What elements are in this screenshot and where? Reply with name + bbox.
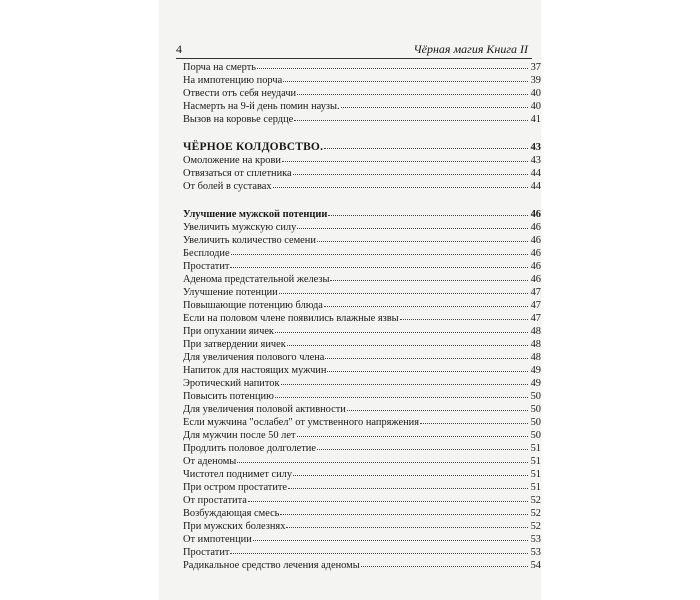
dot-leader — [287, 344, 528, 346]
toc-entry-page: 50 — [530, 417, 541, 428]
toc-entry — [183, 481, 541, 494]
toc-entry — [183, 167, 541, 180]
toc-entry-title: Если мужчина "ослабел" от умственного напряжения — [183, 417, 419, 428]
dot-leader — [341, 106, 528, 108]
toc-entry-page: 48 — [530, 339, 541, 350]
toc-entry-page: 40 — [530, 101, 541, 112]
toc-entry-title: Увеличить количество семени — [183, 235, 316, 246]
dot-leader — [279, 292, 528, 294]
toc-entry — [183, 273, 541, 286]
toc-entry-title: При остром простатите — [183, 482, 288, 493]
toc-entry — [183, 312, 541, 325]
toc-entry — [183, 74, 541, 87]
toc-section-heading — [183, 208, 541, 221]
toc-entry-title: Аденома предстательной железы — [183, 274, 330, 285]
toc-entry-title: Для увеличения полового члена — [183, 352, 325, 363]
toc-entry — [183, 559, 541, 572]
toc-entry — [183, 154, 541, 167]
dot-leader — [230, 552, 528, 554]
toc-entry — [183, 299, 541, 312]
toc-entry — [183, 180, 541, 193]
toc-entry-title: Бесплодие — [183, 248, 230, 259]
dot-leader — [317, 448, 528, 450]
table-of-contents — [183, 61, 541, 572]
toc-entry — [183, 113, 541, 126]
toc-entry-page: 46 — [530, 222, 541, 233]
toc-entry — [183, 403, 541, 416]
running-head: Чёрная магия Книга II — [413, 42, 528, 56]
toc-entry-page: 52 — [530, 495, 541, 506]
dot-leader — [420, 422, 528, 424]
toc-entry-title: Отвязаться от сплетника — [183, 168, 292, 179]
dot-leader — [324, 147, 528, 149]
toc-entry-page: 51 — [530, 469, 541, 480]
toc-entry — [183, 234, 541, 247]
toc-entry-page: 41 — [530, 114, 541, 125]
dot-leader — [282, 160, 528, 162]
toc-entry-title: Простатит — [183, 261, 230, 272]
dot-leader — [237, 461, 528, 463]
dot-leader — [325, 357, 528, 359]
dot-leader — [330, 279, 528, 281]
toc-entry — [183, 87, 541, 100]
toc-entry-title: Чистотел поднимет силу — [183, 469, 293, 480]
dot-leader — [273, 186, 528, 188]
page-number: 4 — [176, 42, 182, 56]
toc-entry-page: 49 — [530, 365, 541, 376]
dot-leader — [257, 67, 528, 69]
toc-entry-title: Вызов на коровье сердце — [183, 114, 294, 125]
dot-leader — [275, 396, 528, 398]
toc-entry-title: Напиток для настоящих мужчин — [183, 365, 327, 376]
toc-entry-page: 52 — [530, 508, 541, 519]
toc-entry-title: При опухании яичек — [183, 326, 274, 337]
toc-entry-page: 47 — [530, 313, 541, 324]
toc-entry-title: Если на половом члене появились влажные язвы — [183, 313, 399, 324]
toc-entry — [183, 494, 541, 507]
dot-leader — [253, 539, 528, 541]
toc-entry-page: 51 — [530, 482, 541, 493]
toc-entry-page: 48 — [530, 326, 541, 337]
toc-entry-page: 40 — [530, 88, 541, 99]
dot-leader — [328, 214, 528, 216]
dot-leader — [361, 565, 528, 567]
toc-entry-page: 37 — [530, 62, 541, 73]
header-rule — [176, 58, 532, 59]
toc-entry-page: 54 — [530, 560, 541, 571]
toc-entry — [183, 260, 541, 273]
toc-entry-title: От простатита — [183, 495, 247, 506]
toc-entry-title: На импотенцию порча — [183, 75, 283, 86]
toc-entry-page: 44 — [530, 181, 541, 192]
toc-entry-page: 46 — [530, 235, 541, 246]
toc-entry-page: 50 — [530, 404, 541, 415]
toc-entry — [183, 351, 541, 364]
toc-entry-title: Отвести отъ себя неудачи — [183, 88, 297, 99]
toc-entry — [183, 247, 541, 260]
toc-entry-title: Улучшение потенции — [183, 287, 278, 298]
toc-entry — [183, 520, 541, 533]
toc-entry-title: Радикальное средство лечения аденомы — [183, 560, 360, 571]
dot-leader — [230, 266, 528, 268]
toc-entry — [183, 377, 541, 390]
toc-entry-page: 53 — [530, 534, 541, 545]
dot-leader — [281, 383, 529, 385]
toc-entry-title: При мужских болезнях — [183, 521, 286, 532]
toc-entry-page: 51 — [530, 456, 541, 467]
toc-entry — [183, 338, 541, 351]
toc-entry-title: От аденомы — [183, 456, 237, 467]
toc-entry-page: 46 — [530, 261, 541, 272]
toc-entry — [183, 286, 541, 299]
toc-entry-page: 50 — [530, 391, 541, 402]
toc-entry — [183, 325, 541, 338]
toc-entry-page: 43 — [530, 155, 541, 166]
dot-leader — [283, 80, 528, 82]
toc-entry-title: Порча на смерть — [183, 62, 256, 73]
toc-entry — [183, 546, 541, 559]
dot-leader — [347, 409, 528, 411]
toc-entry-title: Простатит — [183, 547, 230, 558]
toc-entry-title: Для увеличения половой активности — [183, 404, 346, 415]
toc-entry — [183, 390, 541, 403]
toc-entry-page: 47 — [530, 300, 541, 311]
toc-entry-page: 44 — [530, 168, 541, 179]
dot-leader — [324, 305, 528, 307]
toc-heading-page: 43 — [530, 142, 541, 153]
dot-leader — [317, 240, 528, 242]
toc-heading-title: ЧЁРНОЕ КОЛДОВСТВО. — [183, 141, 324, 153]
toc-entry — [183, 442, 541, 455]
toc-entry — [183, 533, 541, 546]
toc-entry-page: 46 — [530, 248, 541, 259]
toc-section-heading — [183, 141, 541, 154]
toc-group-1 — [183, 61, 541, 126]
toc-entry-title: При затвердении яичек — [183, 339, 286, 350]
toc-heading-page: 46 — [530, 209, 541, 220]
toc-entry-title: Насмерть на 9-й день помин наузы. — [183, 101, 340, 112]
toc-entry — [183, 468, 541, 481]
toc-entry-title: Продлить половое долголетие — [183, 443, 316, 454]
toc-entry-title: Повышающие потенцию блюда — [183, 300, 323, 311]
toc-entry — [183, 100, 541, 113]
dot-leader — [327, 370, 528, 372]
toc-entry-page: 51 — [530, 443, 541, 454]
toc-entry-page: 53 — [530, 547, 541, 558]
toc-entry-page: 50 — [530, 430, 541, 441]
toc-entry-title: От импотенции — [183, 534, 252, 545]
toc-entry-page: 47 — [530, 287, 541, 298]
dot-leader — [297, 227, 528, 229]
dot-leader — [248, 500, 528, 502]
toc-entry-page: 48 — [530, 352, 541, 363]
toc-entry-page: 46 — [530, 274, 541, 285]
toc-entry — [183, 416, 541, 429]
toc-entry — [183, 61, 541, 74]
toc-entry-title: Повысить потенцию — [183, 391, 274, 402]
toc-entry — [183, 429, 541, 442]
toc-entry — [183, 455, 541, 468]
dot-leader — [293, 474, 528, 476]
toc-group-3 — [183, 221, 541, 572]
toc-group-2 — [183, 154, 541, 193]
toc-entry-title: Омоложение на крови — [183, 155, 281, 166]
toc-entry — [183, 507, 541, 520]
dot-leader — [297, 435, 529, 437]
toc-entry-page: 39 — [530, 75, 541, 86]
toc-entry-page: 49 — [530, 378, 541, 389]
dot-leader — [288, 487, 528, 489]
toc-entry-title: Эротический напиток — [183, 378, 280, 389]
toc-entry-title: Возбуждающая смесь — [183, 508, 280, 519]
dot-leader — [275, 331, 528, 333]
dot-leader — [400, 318, 528, 320]
toc-entry-page: 52 — [530, 521, 541, 532]
dot-leader — [280, 513, 528, 515]
dot-leader — [293, 173, 528, 175]
toc-entry-title: Увеличить мужскую силу — [183, 222, 297, 233]
dot-leader — [286, 526, 528, 528]
toc-entry-title: От болей в суставах — [183, 181, 272, 192]
dot-leader — [294, 119, 528, 121]
page-header — [176, 42, 528, 58]
toc-heading-title: Улучшение мужской потенции — [183, 209, 328, 220]
toc-entry — [183, 364, 541, 377]
dot-leader — [297, 93, 528, 95]
dot-leader — [231, 253, 528, 255]
toc-entry — [183, 221, 541, 234]
toc-entry-title: Для мужчин после 50 лет — [183, 430, 296, 441]
